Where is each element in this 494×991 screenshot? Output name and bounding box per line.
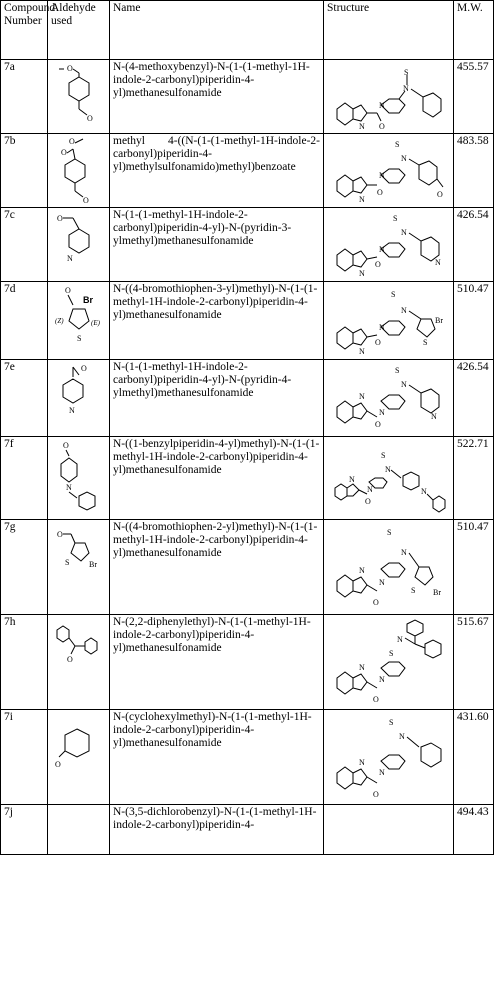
svg-text:O: O [377,188,383,197]
table-row [1,615,494,710]
structure-drawing [324,615,454,710]
table-row [1,208,494,282]
table-row [1,134,494,208]
compound-id: 7h [1,615,48,710]
svg-text:S: S [393,214,398,223]
svg-text:O: O [373,598,379,607]
compound-name: methyl 4-((N-(1-(1-methyl-1H-indole-2-carbonyl)piperidin-4-yl)methylsulfonamido)methyl)benzoate [110,134,324,208]
aldehyde-structure [48,60,110,134]
molecular-weight: 510.47 [454,520,494,615]
compound-id: 7e [1,360,48,437]
svg-text:S: S [381,451,386,460]
svg-text:N: N [401,380,407,389]
compound-name: N-(3,5-dichlorobenzyl)-N-(1-(1-methyl-1H-indole-2-carbonyl)piperidin-4- [110,805,324,855]
svg-text:N: N [401,228,407,237]
svg-text:O: O [375,338,381,347]
aldehyde-structure [48,710,110,805]
structure-drawing [324,60,454,134]
aldehyde-structure [48,805,110,855]
compound-id: 7j [1,805,48,855]
compound-id: 7f [1,437,48,520]
svg-text:N: N [367,485,373,494]
header-name: Name [110,1,324,60]
svg-text:O: O [373,790,379,799]
svg-text:N: N [379,323,385,332]
svg-text:N: N [349,475,355,484]
table-row [1,520,494,615]
aldehyde-structure [48,615,110,710]
svg-text:N: N [421,487,427,496]
svg-text:N: N [67,254,73,263]
molecular-weight: 426.54 [454,360,494,437]
svg-text:S: S [395,366,400,375]
molecular-weight: 494.43 [454,805,494,855]
svg-text:S: S [391,290,396,299]
svg-text:N: N [379,675,385,684]
svg-text:O: O [437,190,443,199]
compound-name: N-((4-bromothiophen-3-yl)methyl)-N-(1-(1-methyl-1H-indole-2-carbonyl)piperidin-4-yl)methanesulfonamide [110,282,324,360]
svg-text:N: N [397,635,403,644]
structure-drawing [324,520,454,615]
svg-text:N: N [399,732,405,741]
svg-text:O: O [55,760,61,769]
structure-drawing [324,208,454,282]
compound-id: 7i [1,710,48,805]
molecular-weight: 431.60 [454,710,494,805]
header-row [1,1,494,60]
molecular-weight: 515.67 [454,615,494,710]
table-row [1,282,494,360]
svg-text:N: N [431,412,437,421]
svg-text:Br: Br [89,560,97,569]
svg-text:N: N [69,406,75,415]
table-row [1,60,494,134]
svg-text:N: N [403,84,409,93]
table-row [1,710,494,805]
header-compound: Compound Number [1,1,48,60]
svg-text:N: N [379,171,385,180]
svg-text:O: O [67,655,73,664]
svg-text:S: S [65,558,70,567]
molecular-weight: 483.58 [454,134,494,208]
svg-text:N: N [401,548,407,557]
svg-text:O: O [83,196,89,205]
svg-text:N: N [379,101,385,110]
compound-name: N-((1-benzylpiperidin-4-yl)methyl)-N-(1-(1-methyl-1H-indole-2-carbonyl)piperidin-4-yl)methanesulfonamide [110,437,324,520]
svg-text:(E): (E) [91,319,100,327]
structure-drawing [324,710,454,805]
aldehyde-structure [48,437,110,520]
molecular-weight: 522.71 [454,437,494,520]
svg-text:S: S [404,68,409,77]
svg-text:N: N [379,245,385,254]
compound-name: N-(2,2-diphenylethyl)-N-(1-(1-methyl-1H-indole-2-carbonyl)piperidin-4-yl)methanesulfonamide [110,615,324,710]
svg-text:O: O [81,364,87,373]
svg-text:N: N [66,483,72,492]
compound-id: 7g [1,520,48,615]
compound-name: N-(4-methoxybenzyl)-N-(1-(1-methyl-1H-indole-2-carbonyl)piperidin-4-yl)methanesulfonamide [110,60,324,134]
svg-text:N: N [401,154,407,163]
aldehyde-drawing [51,61,107,131]
svg-text:S: S [389,649,394,658]
header-structure: Structure [324,1,454,60]
svg-text:N: N [359,392,365,401]
svg-text:Br: Br [435,316,443,325]
svg-text:O: O [65,286,71,295]
svg-text:O: O [87,114,93,123]
table-row [1,805,494,855]
svg-text:S: S [395,140,400,149]
aldehyde-structure [48,208,110,282]
svg-text:O: O [63,441,69,450]
svg-text:O: O [379,122,385,131]
svg-text:N: N [401,306,407,315]
header-aldehyde: Aldehyde used [48,1,110,60]
svg-text:N: N [359,347,365,356]
svg-text:S: S [411,586,416,595]
svg-text:N: N [379,408,385,417]
svg-text:N: N [379,578,385,587]
molecular-weight: 426.54 [454,208,494,282]
svg-text:O: O [57,214,63,223]
svg-text:N: N [359,663,365,672]
svg-text:Br: Br [83,295,94,305]
compound-id: 7a [1,60,48,134]
svg-text:O: O [375,260,381,269]
aldehyde-structure [48,134,110,208]
svg-text:N: N [359,566,365,575]
structure-drawing [324,134,454,208]
aldehyde-structure [48,520,110,615]
svg-text:(Z): (Z) [55,317,64,325]
svg-text:Br: Br [433,588,441,597]
compound-name: N-(1-(1-methyl-1H-indole-2-carbonyl)piperidin-4-yl)-N-(pyridin-4-ylmethyl)methanesulfonamide [110,360,324,437]
aldehyde-structure [48,360,110,437]
compound-id: 7c [1,208,48,282]
structure-drawing [324,805,454,855]
compound-name: N-(1-(1-methyl-1H-indole-2-carbonyl)piperidin-4-yl)-N-(pyridin-3-ylmethyl)methanesulfonamide [110,208,324,282]
compound-id: 7b [1,134,48,208]
structure-drawing [324,282,454,360]
svg-text:O: O [69,137,75,146]
svg-text:O: O [61,148,67,157]
svg-text:O: O [67,64,73,73]
header-mw: M.W. [454,1,494,60]
svg-text:N: N [435,258,441,267]
svg-text:O: O [365,497,371,506]
svg-text:N: N [379,768,385,777]
compound-name: N-((4-bromothiophen-2-yl)methyl)-N-(1-(1-methyl-1H-indole-2-carbonyl)piperidin-4-yl)methanesulfonamide [110,520,324,615]
svg-text:N: N [359,269,365,278]
svg-text:O: O [57,530,63,539]
compound-name: N-(cyclohexylmethyl)-N-(1-(1-methyl-1H-indole-2-carbonyl)piperidin-4-yl)methanesulfonamide [110,710,324,805]
table-row [1,360,494,437]
structure-drawing [324,437,454,520]
svg-text:O: O [375,420,381,429]
svg-text:S: S [77,334,82,343]
svg-text:S: S [389,718,394,727]
molecular-weight: 510.47 [454,282,494,360]
table-row [1,437,494,520]
svg-text:N: N [359,195,365,204]
svg-text:S: S [423,338,428,347]
molecular-weight: 455.57 [454,60,494,134]
svg-text:S: S [387,528,392,537]
structure-drawing [324,360,454,437]
svg-text:N: N [385,465,391,474]
svg-text:N: N [359,758,365,767]
compound-id: 7d [1,282,48,360]
svg-text:O: O [373,695,379,704]
aldehyde-structure [48,282,110,360]
svg-text:N: N [359,122,365,131]
